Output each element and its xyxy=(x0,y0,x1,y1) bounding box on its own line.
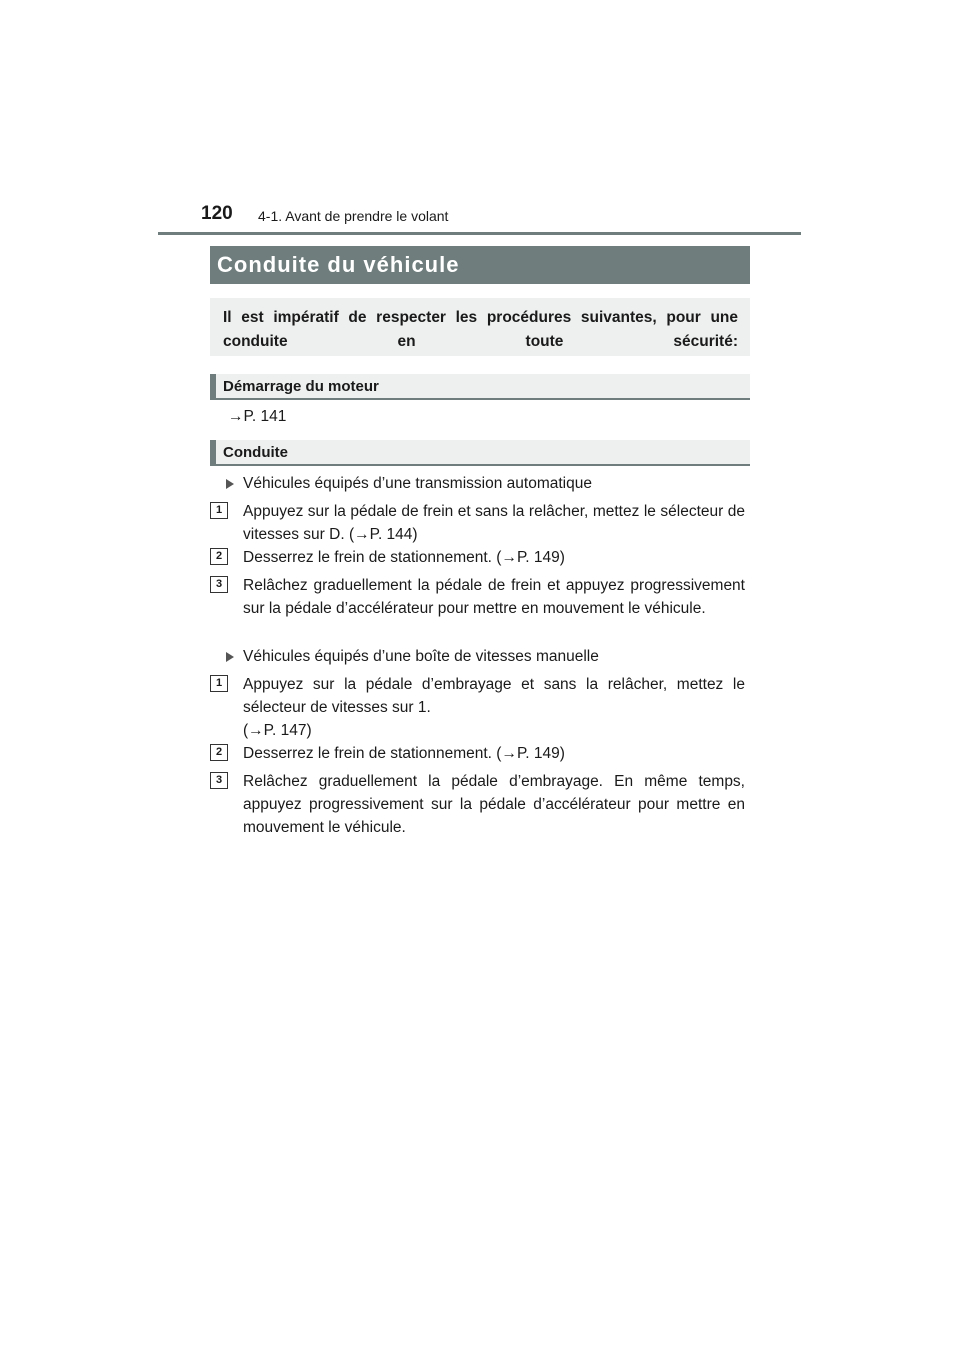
subheading-starting xyxy=(210,374,750,400)
variant-manual xyxy=(226,648,599,666)
step-number-badge: 2 xyxy=(210,744,228,761)
step-number-badge: 2 xyxy=(210,548,228,565)
step-text: Relâchez graduellement la pédale d’embrayage. En même temps, appuyez progressivement sur la pédale d’accélérateur pour mettre en mouvement le véhicule. xyxy=(243,773,745,836)
variant-automatic xyxy=(226,475,592,493)
section-title-bar xyxy=(210,246,750,284)
step-number-badge: 1 xyxy=(210,675,228,692)
step-text-line: Appuyez sur la pédale d’embrayage et sans la relâcher, mettez le sélecteur de vitesses sur 1. xyxy=(243,676,745,716)
chapter-title: 4-1. Avant de prendre le volant xyxy=(258,208,449,224)
intro-box: Il est impératif de respecter les procédures suivantes, pour une conduite en toute sécurité: xyxy=(210,298,750,356)
triangle-bullet-icon xyxy=(226,479,234,489)
step-text: Desserrez le frein de stationnement. (→P. 149) xyxy=(243,745,565,762)
step-number-badge: 3 xyxy=(210,772,228,789)
step-number-badge: 3 xyxy=(210,576,228,593)
step-number-badge: 1 xyxy=(210,502,228,519)
step-text: Desserrez le frein de stationnement. (→P. 149) xyxy=(243,549,565,566)
starting-reference: →P. 141 xyxy=(228,408,287,425)
page-number: 120 xyxy=(201,203,233,224)
section-title: Conduite du véhicule xyxy=(217,252,460,277)
triangle-bullet-icon xyxy=(226,652,234,662)
variant-manual-label: Véhicules équipés d’une boîte de vitesses manuelle xyxy=(243,648,599,665)
subheading-driving xyxy=(210,440,750,466)
step-text: Relâchez graduellement la pédale de frein et appuyez progressivement sur la pédale d’accélérateur pour mettre en mouvement le véhicule. xyxy=(243,577,745,617)
header-divider xyxy=(158,232,801,235)
subheading-driving-label: Conduite xyxy=(223,443,288,461)
step-text: Appuyez sur la pédale de frein et sans la relâcher, mettez le sélecteur de vitesses sur D. (→P. 144) xyxy=(243,503,745,543)
step-text-reference: (→P. 147) xyxy=(243,722,312,739)
variant-automatic-label: Véhicules équipés d’une transmission automatique xyxy=(243,475,592,492)
subheading-starting-label: Démarrage du moteur xyxy=(223,377,379,395)
step-text xyxy=(243,673,745,742)
